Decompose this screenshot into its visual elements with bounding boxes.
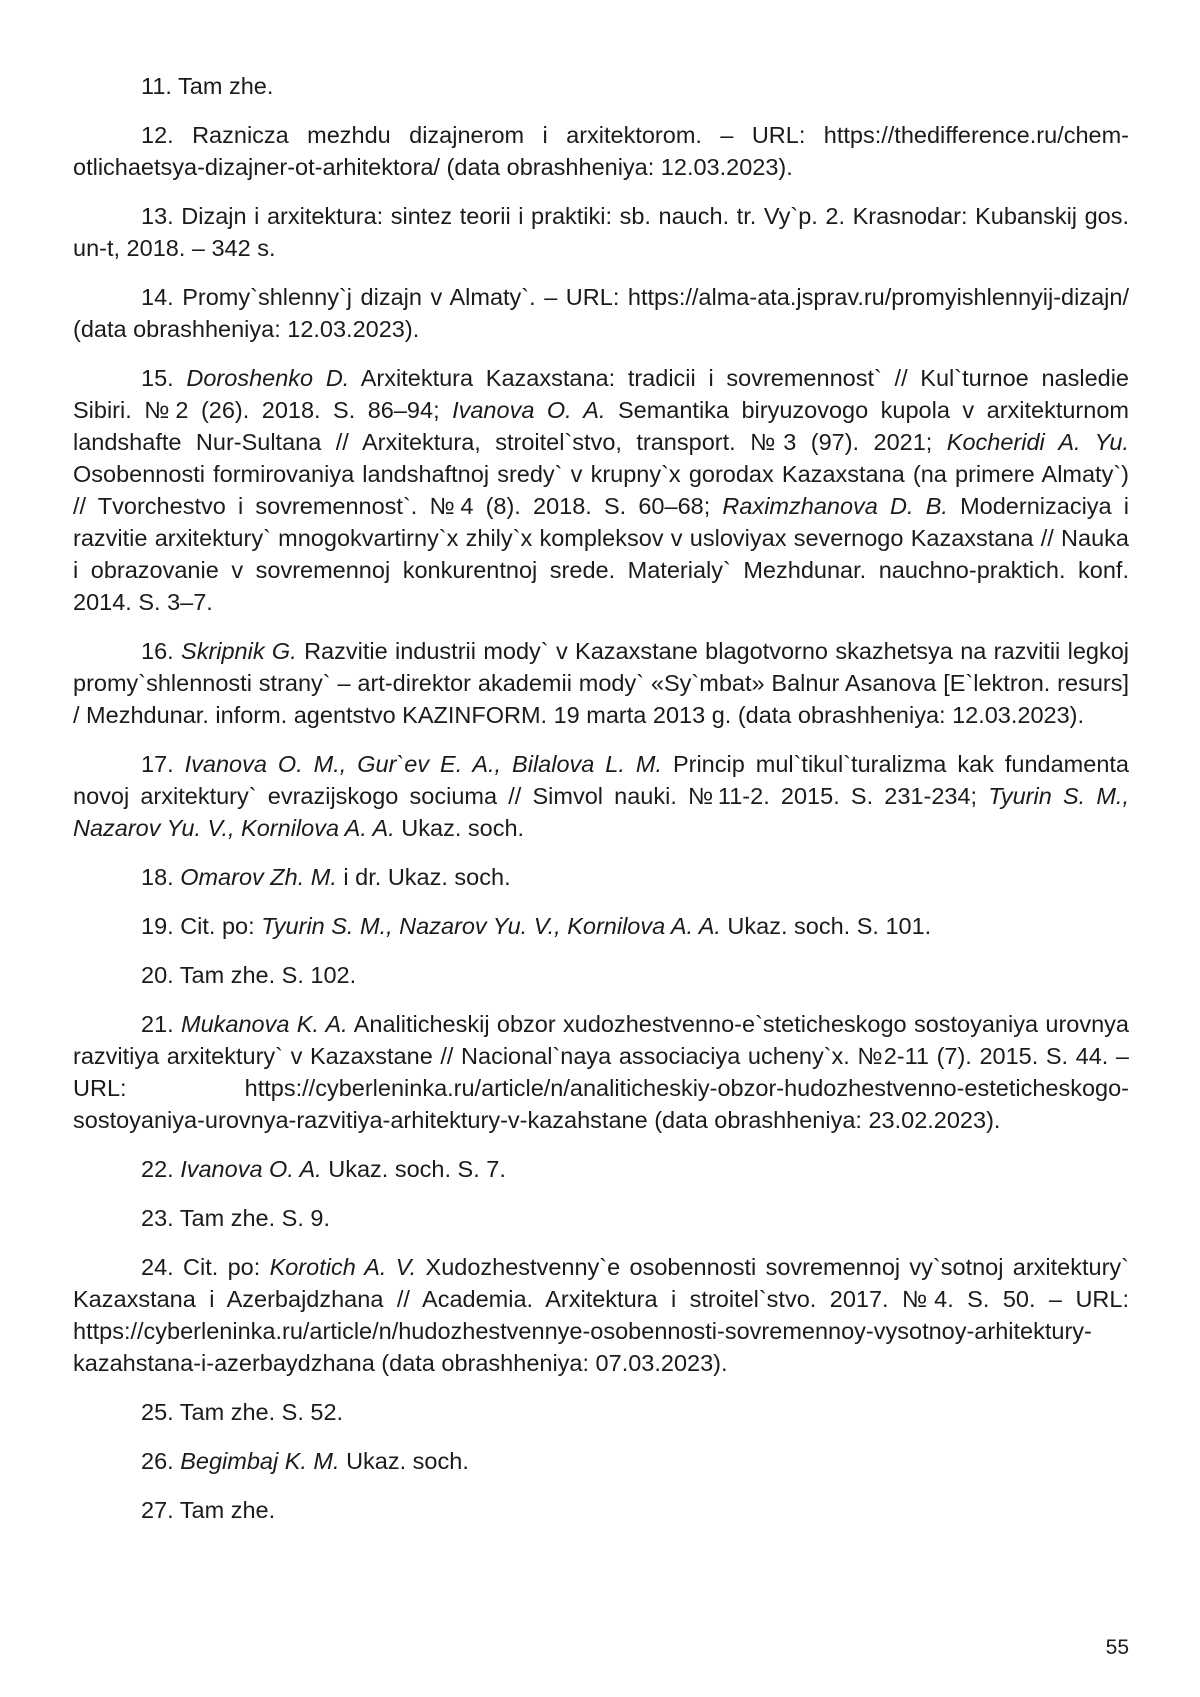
footnote-item bbox=[73, 1396, 1129, 1428]
author-name: Ivanova O. A. bbox=[180, 1156, 322, 1182]
footnote-item bbox=[73, 1153, 1129, 1185]
footnote-text: Ukaz. soch. S. 7. bbox=[321, 1156, 506, 1182]
footnote-item bbox=[73, 861, 1129, 893]
author-name: Ivanova O. A. bbox=[452, 397, 606, 423]
footnote-text: i dr. Ukaz. soch. bbox=[336, 864, 511, 890]
author-name: Skripnik G. bbox=[181, 638, 297, 664]
footnote-item bbox=[73, 910, 1129, 942]
footnote-text: Tam zhe. S. 9. bbox=[179, 1205, 330, 1231]
author-name: Mukanova K. A. bbox=[181, 1011, 348, 1037]
footnote-text: Ukaz. soch. bbox=[394, 815, 525, 841]
footnote-text: Ukaz. soch. S. 101. bbox=[720, 913, 932, 939]
author-name: Tyurin S. M., Nazarov Yu. V., Kornilova A. A. bbox=[73, 783, 1129, 841]
footnote-number: 12. bbox=[141, 122, 174, 148]
footnote-text: Ukaz. soch. bbox=[339, 1448, 469, 1474]
author-name: Korotich A. V. bbox=[269, 1254, 417, 1280]
footnote-text: Xudozhestvenny`e osobennosti sovremennoj vy`sotnoj arxitektury` Kazaxstana i Azerbajdzhana // Academia. Arxitektura i stroitel`stvo. 2017. №4. S. 50. – URL: https://cyberleninka.ru/article/n/hudozhestvennye-osobennosti-sovremennoy-vysotnoy-arhitektury-kazahstana-i-azerbaydzhana (data obrashheniya: 07.03.2023). bbox=[73, 1254, 1130, 1376]
author-name: Doroshenko D. bbox=[186, 365, 350, 391]
footnote-item bbox=[73, 1202, 1129, 1234]
footnote-number: 16. bbox=[141, 638, 174, 664]
footnote-item bbox=[73, 200, 1129, 264]
footnote-number: 14. bbox=[141, 284, 174, 310]
footnote-item bbox=[73, 362, 1129, 618]
footnote-number: 27. bbox=[141, 1497, 174, 1523]
footnote-number: 17. bbox=[141, 751, 174, 777]
footnote-text: Raznicza mezhdu dizajnerom i arxitektorom. – URL: https://thedifference.ru/chem-otlichaetsya-dizajner-ot-arhitektora/ (data obrashheniya: 12.03.2023). bbox=[73, 122, 1129, 180]
author-name: Begimbaj K. M. bbox=[180, 1448, 340, 1474]
footnote-item bbox=[73, 748, 1129, 844]
page-number: 55 bbox=[1105, 1636, 1129, 1659]
footnote-text: Modernizaciya i razvitie arxitektury` mnogokvartirny`x zhily`x kompleksov v usloviyax severnogo Kazaxstana // Nauka i obrazovanie v sovremennoj konkurentnoj srede. Materialy` Mezhdunar. nauchno-praktich. konf. 2014. S. 3–7. bbox=[73, 493, 1129, 615]
footnote-number: 13. bbox=[141, 203, 174, 229]
footnote-item bbox=[73, 1008, 1129, 1136]
footnote-item bbox=[73, 119, 1129, 183]
footnote-number: 11. bbox=[141, 73, 172, 99]
footnote-number: 21. bbox=[141, 1011, 174, 1037]
footnote-number: 20. bbox=[141, 962, 174, 988]
footnote-text: Princip mul`tikul`turalizma kak fundamenta novoj arxitektury` evrazijskogo sociuma // Simvol nauki. №11-2. 2015. S. 231-234; bbox=[73, 751, 1129, 809]
footnote-text: Tam zhe. bbox=[178, 73, 274, 99]
footnote-item bbox=[73, 1251, 1129, 1379]
footnote-item bbox=[73, 281, 1129, 345]
author-name: Ivanova O. M., Gur`ev E. A., Bilalova L. M. bbox=[184, 751, 662, 777]
notes-list bbox=[73, 70, 1129, 1543]
footnote-text: Tam zhe. S. 102. bbox=[179, 962, 357, 988]
footnote-number: 25. bbox=[141, 1399, 174, 1425]
author-name: Raximzhanova D. B. bbox=[722, 493, 948, 519]
footnote-text: Razvitie industrii mody` v Kazaxstane blagotvorno skazhetsya na razvitii legkoj promy`shlennosti strany` – art-direktor akademii mody` «Sy`mbat» Balnur Asanova [E`lektron. resurs] / Mezhdunar. inform. agentstvo KAZINFORM. 19 marta 2013 g. (data obrashheniya: 12.03.2023). bbox=[73, 638, 1130, 728]
footnote-number: 18. bbox=[141, 864, 174, 890]
footnote-item bbox=[73, 1445, 1129, 1477]
footnote-text: Cit. po: bbox=[183, 1254, 270, 1280]
footnote-number: 26. bbox=[141, 1448, 174, 1474]
footnote-text: Semantika biryuzovogo kupola v arxitekturnom landshafte Nur-Sultana // Arxitektura, stroitel`stvo, transport. №3 (97). 2021; bbox=[73, 397, 1129, 455]
footnote-item bbox=[73, 1494, 1129, 1526]
footnote-number: 23. bbox=[141, 1205, 174, 1231]
footnote-text: Arxitektura Kazaxstana: tradicii i sovremennost` // Kul`turnoe nasledie Sibiri. №2 (26). 2018. S. 86–94; bbox=[73, 365, 1129, 423]
footnote-item bbox=[73, 635, 1129, 731]
footnote-text: Cit. po: bbox=[180, 913, 262, 939]
author-name: Tyurin S. M., Nazarov Yu. V., Kornilova A. A. bbox=[261, 913, 721, 939]
footnote-number: 24. bbox=[141, 1254, 174, 1280]
footnote-item bbox=[73, 959, 1129, 991]
footnote-text: Osobennosti formirovaniya landshaftnoj sredy` v krupny`x gorodax Kazaxstana (na primere Almaty`) // Tvorchestvo i sovremennost`. №4 (8). 2018. S. 60–68; bbox=[73, 461, 1129, 519]
footnote-text: Tam zhe. S. 52. bbox=[179, 1399, 344, 1425]
footnote-text: Dizajn i arxitektura: sintez teorii i praktiki: sb. nauch. tr. Vy`p. 2. Krasnodar: Kubanskij gos. un-t, 2018. – 342 s. bbox=[73, 203, 1130, 261]
footnote-number: 15. bbox=[141, 365, 174, 391]
footnote-number: 22. bbox=[141, 1156, 174, 1182]
footnote-item bbox=[73, 70, 1129, 102]
footnote-text: Promy`shlenny`j dizajn v Almaty`. – URL: https://alma-ata.jsprav.ru/promyishlennyij-dizajn/ (data obrashheniya: 12.03.2023). bbox=[73, 284, 1129, 342]
footnote-text: Analiticheskij obzor xudozhestvenno-e`steticheskogo sostoyaniya urovnya razvitiya arxitektury` v Kazaxstane // Nacional`naya associaciya ucheny`x. №2-11 (7). 2015. S. 44. – URL: https://cyberleninka.ru/article/n/analiticheskiy-obzor-hudozhestvenno-esteticheskogo-sostoyaniya-urovnya-razvitiya-arhitektury-v-kazahstane (data obrashheniya: 23.02.2023). bbox=[73, 1011, 1129, 1133]
author-name: Omarov Zh. M. bbox=[180, 864, 337, 890]
author-name: Kocheridi A. Yu. bbox=[946, 429, 1129, 455]
footnote-text: Tam zhe. bbox=[179, 1497, 276, 1523]
footnote-number: 19. bbox=[141, 913, 174, 939]
